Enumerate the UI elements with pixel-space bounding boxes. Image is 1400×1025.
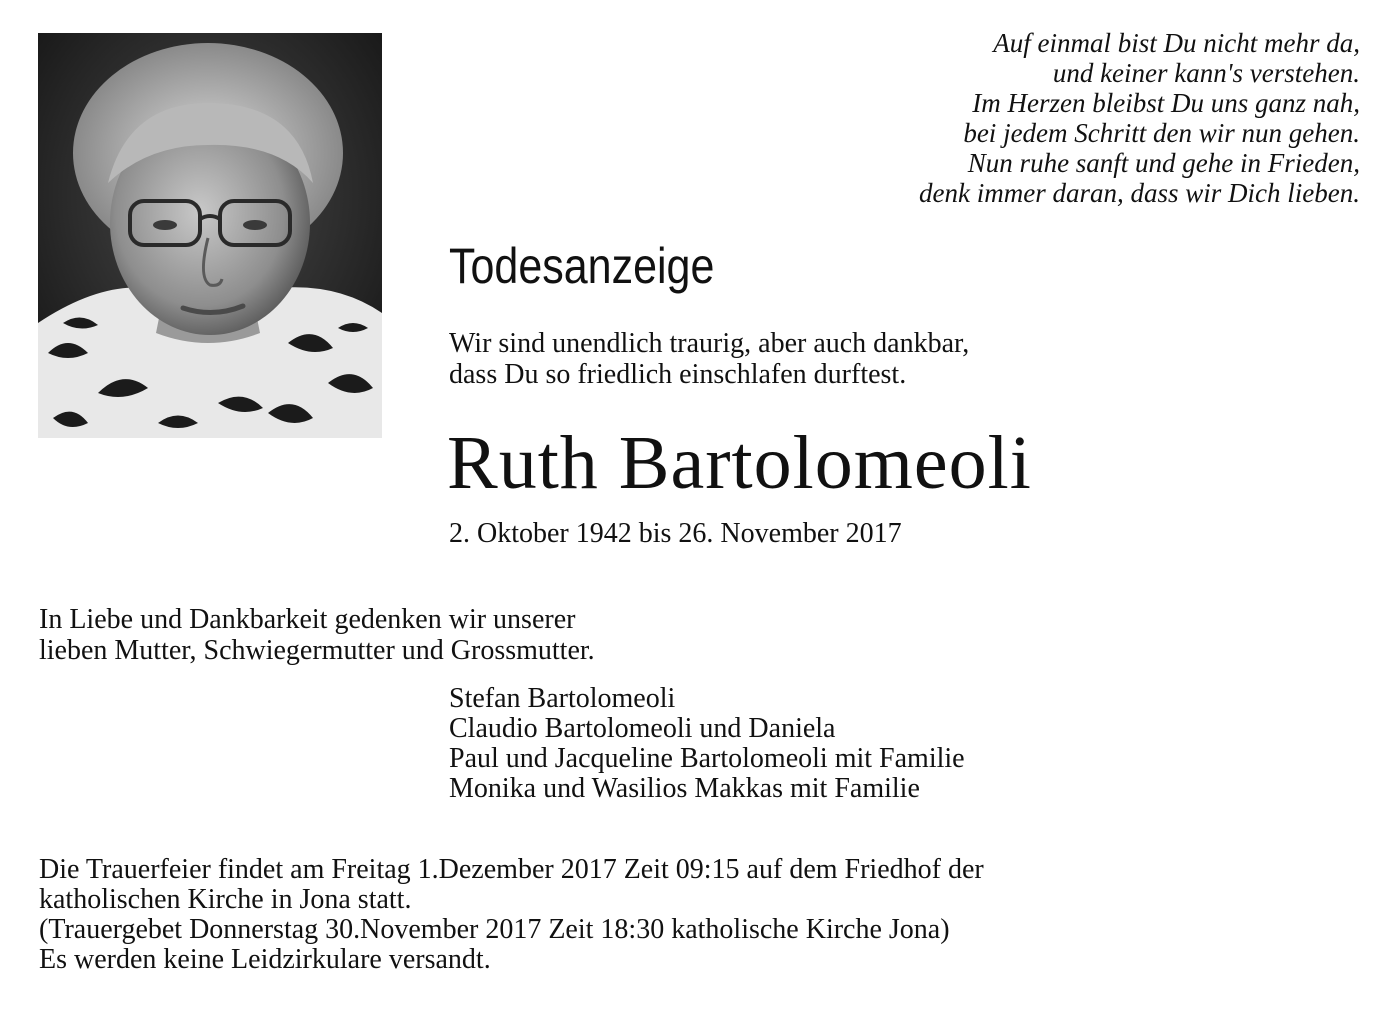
service-line: Es werden keine Leidzirkulare versandt. — [39, 944, 491, 975]
mourner-item: Paul und Jacqueline Bartolomeoli mit Familie — [449, 743, 965, 774]
remembrance-line: lieben Mutter, Schwiegermutter und Grossmutter. — [39, 635, 595, 666]
mourners-list — [449, 684, 965, 804]
poem-line: und keiner kann's verstehen. — [1052, 58, 1360, 88]
service-line: (Trauergebet Donnerstag 30.November 2017 Zeit 18:30 katholische Kirche Jona) — [39, 914, 950, 945]
poem-line: bei jedem Schritt den wir nun gehen. — [963, 118, 1360, 148]
service-info — [39, 855, 984, 975]
poem-line: Im Herzen bleibst Du uns ganz nah, — [972, 88, 1360, 118]
portrait-illustration — [38, 33, 382, 438]
service-line: Die Trauerfeier findet am Freitag 1.Dezember 2017 Zeit 09:15 auf dem Friedhof der — [39, 854, 984, 885]
mourner-item: Stefan Bartolomeoli — [449, 683, 676, 714]
mourner-item: Monika und Wasilios Makkas mit Familie — [449, 773, 920, 804]
mourner-item: Claudio Bartolomeoli und Daniela — [449, 713, 836, 744]
remembrance-text — [39, 604, 595, 666]
portrait-photo — [38, 33, 382, 438]
poem-line: denk immer daran, dass wir Dich lieben. — [919, 178, 1360, 208]
poem-line: Auf einmal bist Du nicht mehr da, — [993, 28, 1360, 58]
poem — [919, 28, 1360, 208]
deceased-name: Ruth Bartolomeoli — [447, 421, 1032, 505]
intro-line: Wir sind unendlich traurig, aber auch dankbar, — [449, 328, 970, 359]
service-line: katholischen Kirche in Jona statt. — [39, 884, 412, 915]
page-title: Todesanzeige — [449, 238, 715, 294]
poem-line: Nun ruhe sanft und gehe in Frieden, — [967, 148, 1360, 178]
intro-text — [449, 328, 969, 390]
life-dates: 2. Oktober 1942 bis 26. November 2017 — [449, 518, 902, 549]
intro-line: dass Du so friedlich einschlafen durftest. — [449, 359, 907, 390]
remembrance-line: In Liebe und Dankbarkeit gedenken wir unserer — [39, 604, 576, 635]
